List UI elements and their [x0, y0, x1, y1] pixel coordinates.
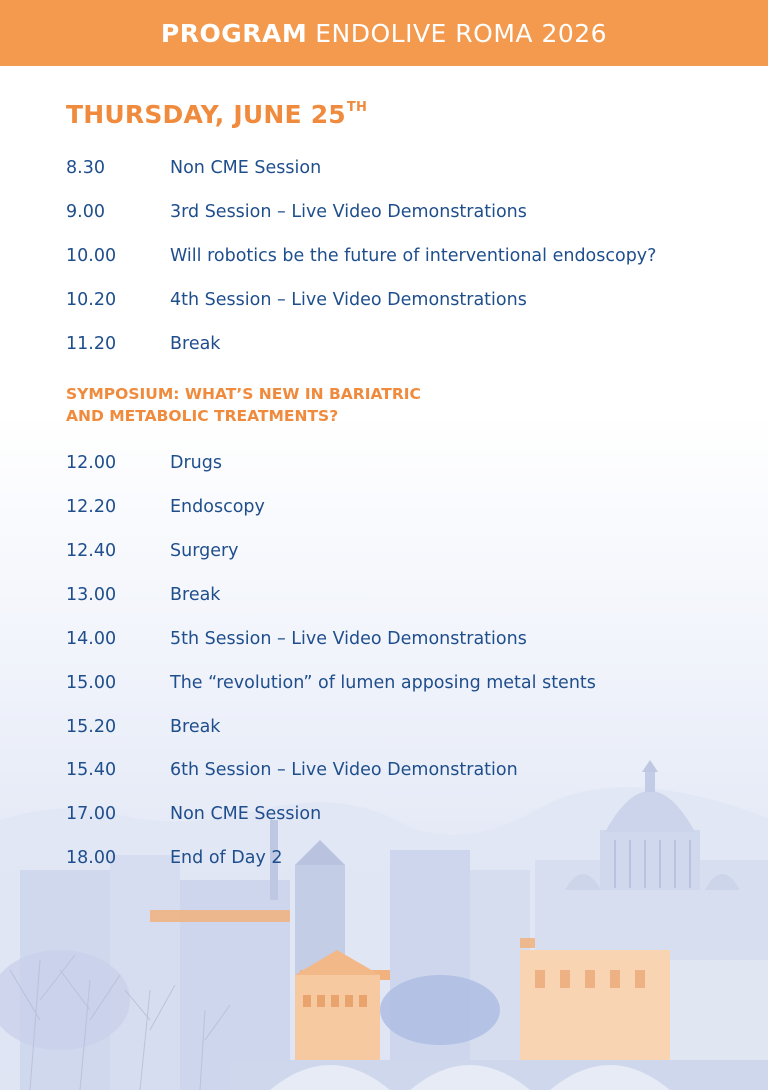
- schedule-row: [66, 673, 596, 693]
- schedule-row: [66, 717, 220, 737]
- schedule-time: 11.20: [66, 334, 117, 354]
- schedule-time: 12.20: [66, 497, 117, 517]
- schedule-title: 4th Session – Live Video Demonstrations: [170, 290, 527, 310]
- symposium-line-1: SYMPOSIUM: WHAT’S NEW IN BARIATRIC: [66, 385, 421, 403]
- day-title-suffix: TH: [346, 100, 368, 115]
- day-title-text: THURSDAY, JUNE 25: [66, 100, 346, 129]
- schedule-title: 3rd Session – Live Video Demonstrations: [170, 202, 527, 222]
- schedule-row: [66, 497, 265, 517]
- schedule-title: Non CME Session: [170, 158, 322, 178]
- schedule-title: Surgery: [170, 541, 239, 561]
- schedule-time: 15.20: [66, 717, 117, 737]
- schedule-row: [66, 804, 321, 824]
- schedule-row: [66, 202, 527, 222]
- schedule-row: [66, 629, 527, 649]
- schedule-title: Break: [170, 717, 221, 737]
- schedule-title: Break: [170, 585, 221, 605]
- schedule-title: Non CME Session: [170, 804, 322, 824]
- schedule-time: 10.00: [66, 246, 117, 266]
- symposium-heading: [66, 383, 486, 427]
- schedule-row: [66, 158, 321, 178]
- schedule-time: 8.30: [66, 158, 105, 178]
- schedule-time: 18.00: [66, 848, 117, 868]
- schedule-row: [66, 848, 283, 868]
- schedule-title: Break: [170, 334, 221, 354]
- schedule-time: 10.20: [66, 290, 117, 310]
- schedule-title: Will robotics be the future of interventional endoscopy?: [170, 246, 657, 266]
- day-title: [66, 100, 367, 129]
- schedule-time: 9.00: [66, 202, 105, 222]
- symposium-line-2: AND METABOLIC TREATMENTS?: [66, 407, 339, 425]
- schedule-row: [66, 541, 239, 561]
- schedule-row: [66, 334, 220, 354]
- schedule-time: 15.40: [66, 760, 117, 780]
- schedule-time: 13.00: [66, 585, 117, 605]
- schedule-row: [66, 246, 656, 266]
- schedule-row: [66, 453, 222, 473]
- program-header-banner: [0, 0, 768, 66]
- schedule-row: [66, 585, 220, 605]
- schedule-row: [66, 290, 527, 310]
- schedule-title: End of Day 2: [170, 848, 283, 868]
- schedule-title: 6th Session – Live Video Demonstration: [170, 760, 518, 780]
- schedule-title: 5th Session – Live Video Demonstrations: [170, 629, 527, 649]
- schedule-time: 12.40: [66, 541, 117, 561]
- schedule-time: 14.00: [66, 629, 117, 649]
- schedule-time: 12.00: [66, 453, 117, 473]
- schedule-title: The “revolution” of lumen apposing metal stents: [170, 673, 596, 693]
- schedule-time: 15.00: [66, 673, 117, 693]
- schedule-title: Drugs: [170, 453, 222, 473]
- schedule-time: 17.00: [66, 804, 117, 824]
- schedule-title: Endoscopy: [170, 497, 265, 517]
- header-event-name: ENDOLIVE ROMA 2026: [315, 18, 608, 48]
- schedule-row: [66, 760, 518, 780]
- header-program-label: PROGRAM: [160, 18, 308, 48]
